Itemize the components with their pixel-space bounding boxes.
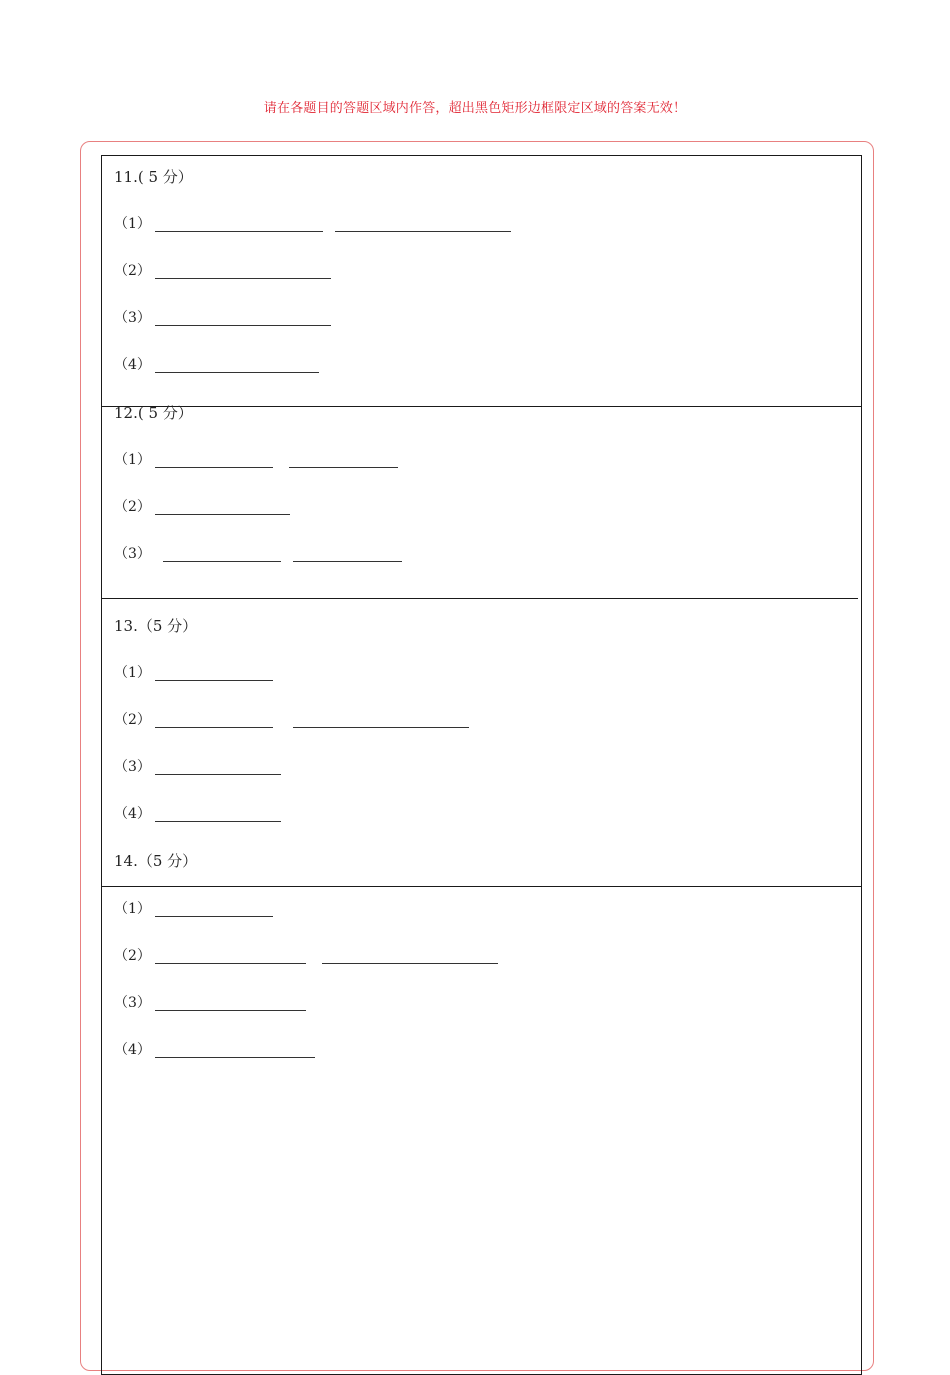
q11-item-1-label: （1） [114,216,151,232]
q12-item-2-label: （2） [114,499,151,515]
section-divider-14-items [101,886,862,887]
section-divider-11-12 [101,406,862,407]
q11-item-4-blank[interactable] [155,372,319,373]
question-12-title: 12.( 5 分） [114,404,193,422]
q12-item-3-label: （3） [114,546,151,562]
q13-item-4-blank[interactable] [155,821,281,822]
q12-item-3-blank-b[interactable] [293,561,402,562]
q13-item-1-blank[interactable] [155,680,273,681]
q13-item-4-label: （4） [114,806,151,822]
q11-item-4-label: （4） [114,357,151,373]
question-11-title: 11.( 5 分） [114,168,193,186]
q14-item-3-blank[interactable] [155,1010,306,1011]
q14-item-4-label: （4） [114,1042,151,1058]
q14-item-2-label: （2） [114,948,151,964]
q11-item-3-label: （3） [114,310,151,326]
q12-item-1-blank-b[interactable] [289,467,398,468]
question-14-title: 14.（5 分） [114,852,198,870]
boundary-warning-notice: 请在各题目的答题区域内作答，超出黑色矩形边框限定区域的答案无效！ [263,101,687,116]
q11-item-3-blank[interactable] [155,325,331,326]
q14-item-1-label: （1） [114,901,151,917]
q14-item-1-blank[interactable] [155,916,273,917]
q11-item-2-blank[interactable] [155,278,331,279]
q13-item-3-label: （3） [114,759,151,775]
q14-item-4-blank[interactable] [155,1057,315,1058]
q13-item-2-blank-b[interactable] [293,727,469,728]
q11-item-1-blank-b[interactable] [335,231,511,232]
q14-item-2-blank-a[interactable] [155,963,306,964]
q12-item-3-blank-a[interactable] [163,561,281,562]
answer-area-black-frame [101,155,862,1375]
q14-item-2-blank-b[interactable] [322,963,498,964]
q13-item-1-label: （1） [114,665,151,681]
q14-item-3-label: （3） [114,995,151,1011]
q12-item-1-blank-a[interactable] [155,467,273,468]
q12-item-1-label: （1） [114,452,151,468]
question-13-title: 13.（5 分） [114,617,198,635]
q13-item-2-label: （2） [114,712,151,728]
section-divider-12-13 [101,598,858,599]
q13-item-2-blank-a[interactable] [155,727,273,728]
q13-item-3-blank[interactable] [155,774,281,775]
q11-item-2-label: （2） [114,263,151,279]
q12-item-2-blank[interactable] [155,514,290,515]
q11-item-1-blank-a[interactable] [155,231,323,232]
